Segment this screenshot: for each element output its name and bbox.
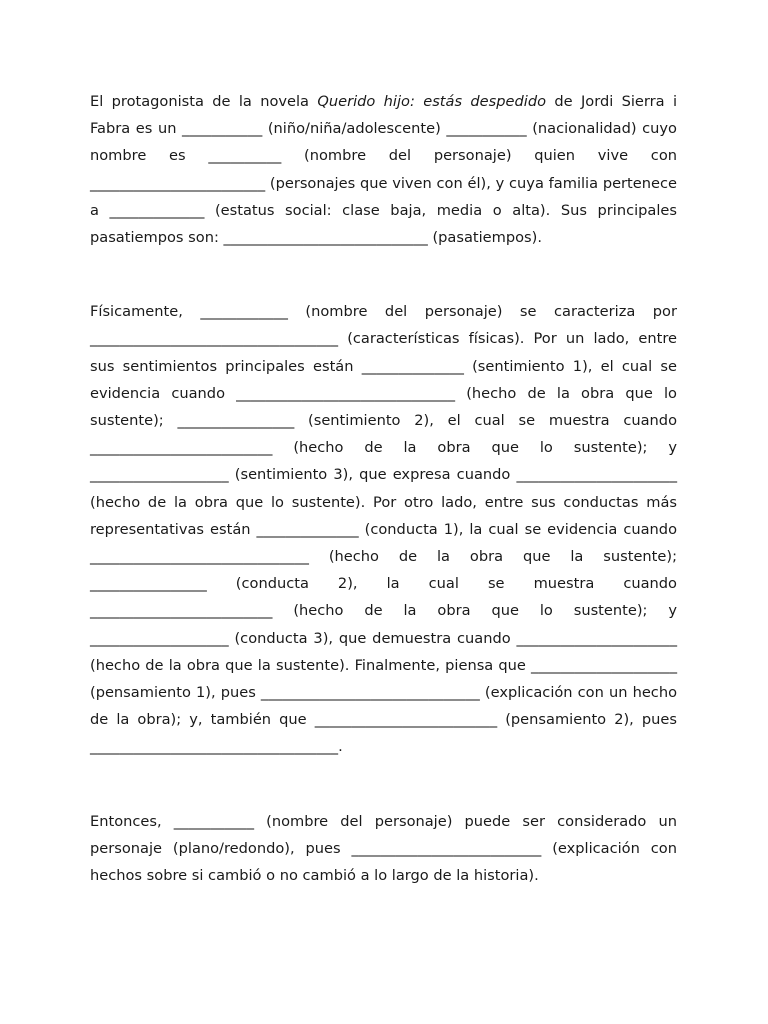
- paragraph-character-type: Entonces, ___________ (nombre del personaje) puede ser considerado un personaje (plano/redondo), pues __________________________ (explicación con hechos sobre si cambió o no cambió a lo largo de la historia).: [90, 812, 677, 885]
- document-body: [90, 88, 677, 889]
- paragraph-1-intro: El protagonista de la novela: [90, 93, 318, 110]
- novel-title: Querido hijo: estás despedido: [317, 93, 547, 110]
- paragraph-protagonist: [90, 88, 677, 251]
- paragraph-physical-description: Físicamente, ____________ (nombre del personaje) se caracteriza por __________________________________ (características físicas). Por un lado, entre sus sentimientos principales están ______________ (sentimiento 1), el cual se evidencia cuando ______________________________ (hecho de la obra que lo sustente); ________________ (sentimiento 2), el cual se muestra cuando _________________________ (hecho de la obra que lo sustente); y ___________________ (sentimiento 3), que expresa cuando ______________________ (hecho de la obra que lo sustente). Por otro lado, entre sus conductas más representativas están ______________ (conducta 1), la cual se evidencia cuando ______________________________ (hecho de la obra que la sustente); ________________ (conducta 2), la cual se muestra cuando _________________________ (hecho de la obra que lo sustente); y ___________________ (conducta 3), que demuestra cuando ______________________ (hecho de la obra que la sustente). Finalmente, piensa que ____________________ (pensamiento 1), pues ______________________________ (explicación con un hecho de la obra); y, también que _________________________ (pensamiento 2), pues __________________________________.: [90, 303, 677, 756]
- paragraph-1-rest: de Jordi Sierra i Fabra es un ___________ (niño/niña/adolescente) ___________ (nacionalidad) cuyo nombre es __________ (nombre del personaje) quien vive con ________________________ (personajes que viven con él), y cuya familia pertenece a _____________ (estatus social: clase baja, media o alta). Sus principales pasatiempos son: ____________________________ (pasatiempos).: [90, 93, 677, 247]
